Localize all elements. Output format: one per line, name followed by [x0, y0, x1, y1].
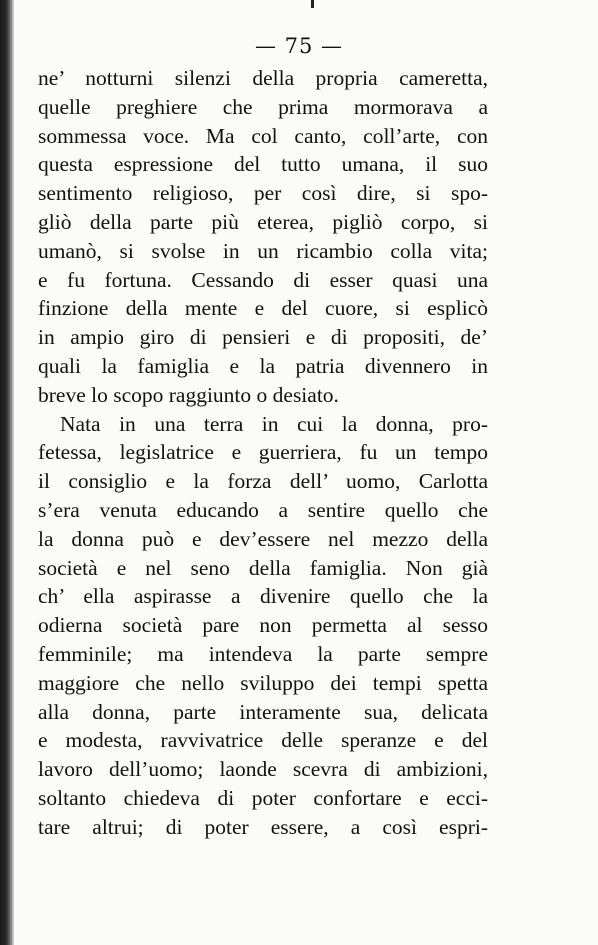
text-line: sentimento religioso, per così dire, si spo-	[38, 181, 488, 206]
page-binding-edge	[0, 0, 14, 945]
text-line: tare altrui; di poter essere, a così espri-	[38, 814, 488, 839]
text-line: alla donna, parte interamente sua, delicata	[38, 699, 488, 724]
text-line: e fu fortuna. Cessando di esser quasi una	[38, 267, 488, 292]
page-number: — 75 —	[254, 34, 344, 58]
text-line: s’era venuta educando a sentire quello che	[38, 497, 488, 522]
text-line: odierna società pare non permetta al sesso	[38, 613, 488, 638]
text-line: società e nel seno della famiglia. Non già	[38, 555, 488, 580]
text-line: umanò, si svolse in un ricambio colla vita;	[38, 238, 488, 263]
page-top-mark	[311, 0, 314, 8]
text-line: fetessa, legislatrice e guerriera, fu un tempo	[38, 440, 488, 465]
text-line: quali la famiglia e la patria divennero in	[38, 353, 488, 378]
text-line: gliò della parte più eterea, pigliò corpo, si	[38, 209, 488, 234]
text-line: quelle preghiere che prima mormorava a	[38, 94, 488, 119]
text-line: finzione della mente e del cuore, si esplicò	[38, 296, 488, 321]
text-line: in ampio giro di pensieri e di propositi, de’	[38, 325, 488, 350]
text-line: la donna può e dev’essere nel mezzo della	[38, 526, 488, 551]
text-line: soltanto chiedeva di poter confortare e ecci-	[38, 785, 488, 810]
text-line: ch’ ella aspirasse a divenire quello che la	[38, 584, 488, 609]
text-line: lavoro dell’uomo; laonde scevra di ambizioni,	[38, 757, 488, 782]
text-line: il consiglio e la forza dell’ uomo, Carlotta	[38, 469, 488, 494]
text-line: sommessa voce. Ma col canto, coll’arte, con	[38, 123, 488, 148]
text-line: ne’ notturni silenzi della propria cameretta,	[38, 66, 488, 90]
paragraph-start-line: Nata in una terra in cui la donna, pro-	[60, 411, 488, 436]
body-text	[38, 64, 488, 842]
text-line: e modesta, ravvivatrice delle speranze e del	[38, 728, 488, 753]
text-line: maggiore che nello sviluppo dei tempi spetta	[38, 670, 488, 695]
text-line: questa espressione del tutto umana, il suo	[38, 152, 488, 177]
text-line: femminile; ma intendeva la parte sempre	[38, 641, 488, 666]
paragraph-end-line: breve lo scopo raggiunto o desiato.	[38, 382, 339, 407]
